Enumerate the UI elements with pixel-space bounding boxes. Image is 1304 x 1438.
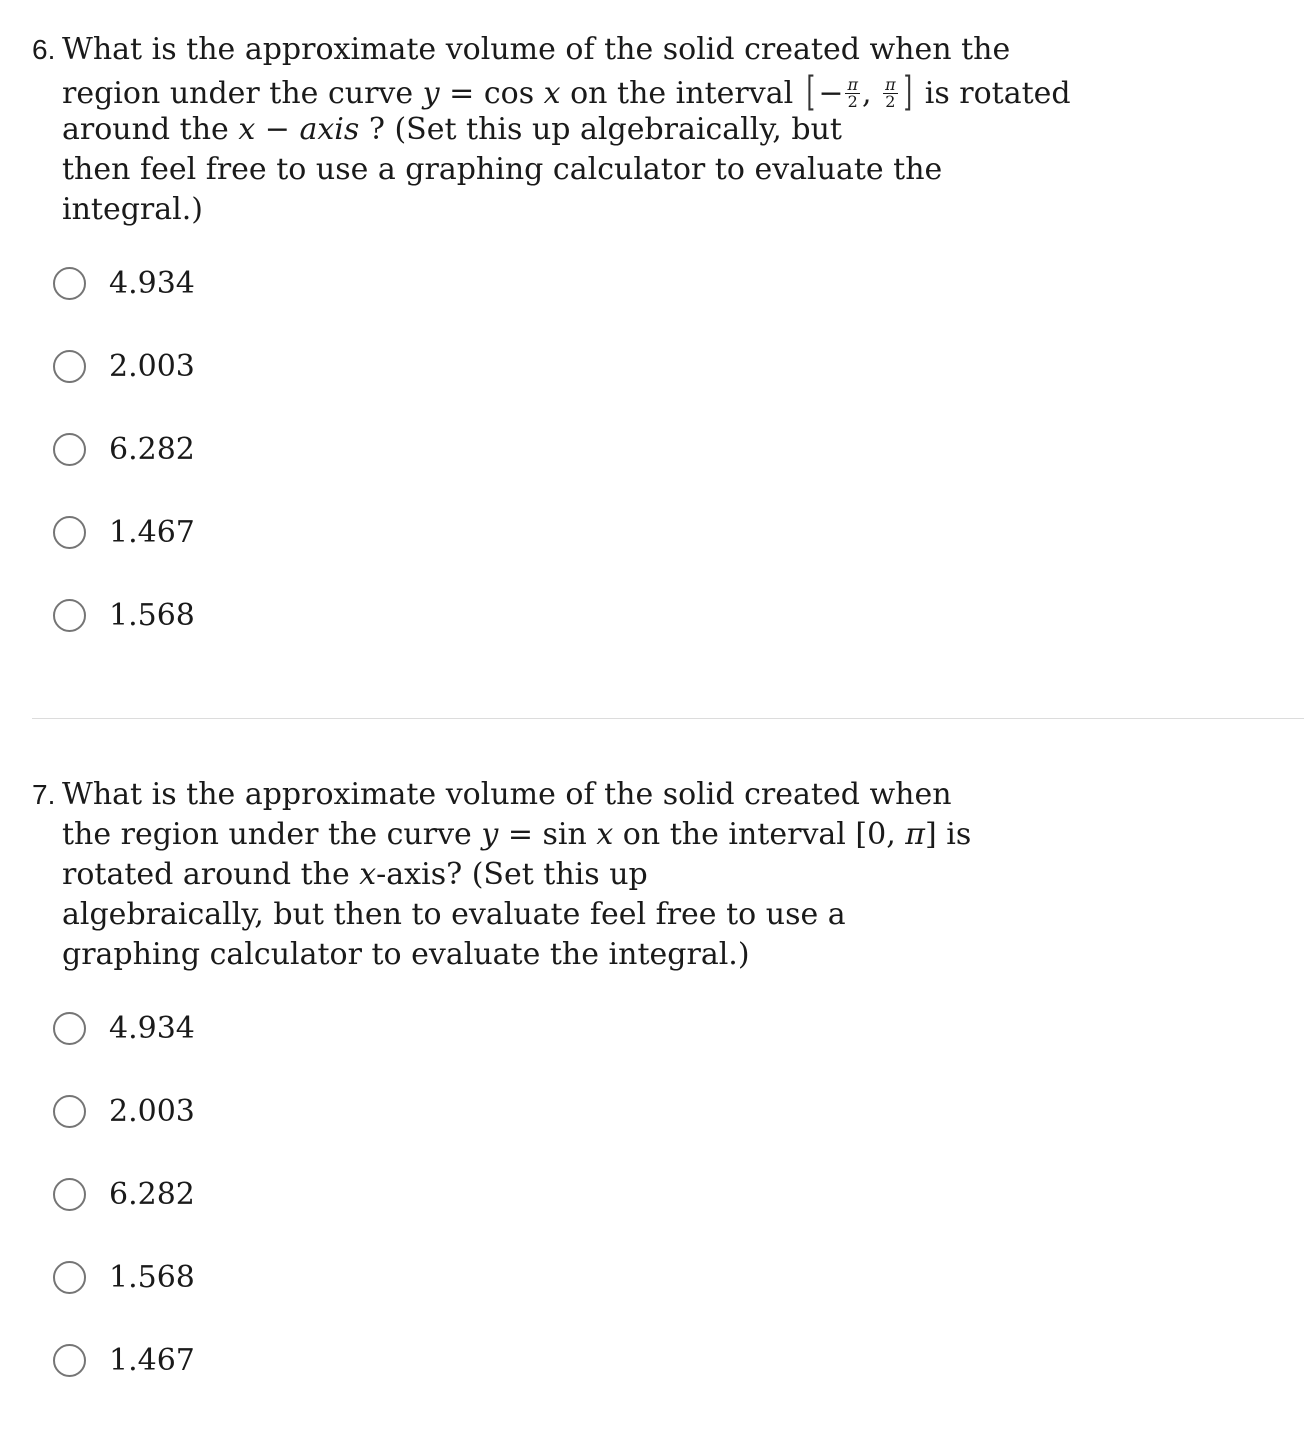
- text-segment: on the interval [0,: [613, 817, 906, 852]
- text-segment: is rotated: [915, 76, 1071, 111]
- question-line: [62, 69, 1071, 115]
- fraction-denominator: 2: [885, 91, 896, 111]
- minus-sign: −: [818, 76, 844, 111]
- radio-button[interactable]: [53, 1095, 86, 1128]
- answer-option[interactable]: [0, 1329, 1304, 1412]
- option-label[interactable]: 4.934: [109, 1011, 195, 1046]
- radio-button[interactable]: [53, 599, 86, 632]
- question-number: 7.: [32, 779, 56, 810]
- question-line: [62, 935, 1042, 975]
- math-var: y: [422, 76, 440, 111]
- text-segment: integral.): [62, 192, 203, 227]
- option-label[interactable]: 1.467: [109, 515, 195, 550]
- text-segment: = cos: [439, 76, 544, 111]
- text-segment: rotated around the: [62, 857, 360, 892]
- text-segment: What is the approximate volume of the solid created when: [62, 777, 952, 812]
- fraction-numerator: π: [885, 74, 896, 94]
- option-label[interactable]: 2.003: [109, 349, 195, 384]
- text-segment: What is the approximate volume of the solid created when the: [62, 32, 1011, 67]
- radio-button[interactable]: [53, 1178, 86, 1211]
- text-segment: around the: [62, 112, 239, 147]
- answer-option[interactable]: [0, 252, 1304, 335]
- answer-option[interactable]: [0, 335, 1304, 418]
- question-line: [62, 110, 1042, 150]
- question-line: [62, 150, 1042, 190]
- math-var: x: [238, 112, 256, 147]
- option-label[interactable]: 1.568: [109, 598, 195, 633]
- option-label[interactable]: 4.934: [109, 266, 195, 301]
- answer-options: [0, 997, 1304, 1412]
- open-bracket: [: [806, 69, 815, 115]
- option-label[interactable]: 6.282: [109, 432, 195, 467]
- question-6: [0, 30, 1304, 667]
- answer-option[interactable]: [0, 997, 1304, 1080]
- option-label[interactable]: 2.003: [109, 1094, 195, 1129]
- text-segment: then feel free to use a graphing calculator to evaluate the: [62, 152, 943, 187]
- text-segment: algebraically, but then to evaluate feel free to use a: [62, 897, 846, 932]
- question-line: [62, 190, 1042, 230]
- question-line: [62, 855, 1042, 895]
- radio-button[interactable]: [53, 350, 86, 383]
- fraction-denominator: 2: [847, 91, 858, 111]
- math-var: axis: [299, 112, 360, 147]
- question-number: 6.: [32, 34, 56, 65]
- answer-option[interactable]: [0, 1080, 1304, 1163]
- answer-option[interactable]: [0, 1246, 1304, 1329]
- question-divider: [32, 718, 1304, 719]
- math-var: x: [543, 76, 561, 111]
- answer-options: [0, 252, 1304, 667]
- radio-button[interactable]: [53, 267, 86, 300]
- math-var: π: [905, 817, 926, 852]
- fraction-pi-over-2: [845, 74, 860, 111]
- question-7: [0, 775, 1304, 1412]
- text-segment: on the interval: [560, 76, 803, 111]
- option-label[interactable]: 1.568: [109, 1260, 195, 1295]
- question-line: [62, 895, 1042, 935]
- option-label[interactable]: 1.467: [109, 1343, 195, 1378]
- answer-option[interactable]: [0, 501, 1304, 584]
- question-6-text: [32, 30, 1071, 230]
- radio-button[interactable]: [53, 433, 86, 466]
- option-label[interactable]: 6.282: [109, 1177, 195, 1212]
- answer-option[interactable]: [0, 1163, 1304, 1246]
- text-segment: region under the curve: [62, 76, 423, 111]
- text-segment: ? (Set this up algebraically, but: [359, 112, 842, 147]
- question-line: [62, 775, 1042, 815]
- text-segment: −: [255, 112, 300, 147]
- question-7-text: [32, 775, 1042, 975]
- text-segment: graphing calculator to evaluate the integral.): [62, 937, 750, 972]
- fraction-numerator: π: [847, 74, 858, 94]
- question-line: [62, 815, 1042, 855]
- text-segment: -axis? (Set this up: [376, 857, 648, 892]
- answer-option[interactable]: [0, 418, 1304, 501]
- text-segment: ,: [861, 76, 882, 111]
- answer-option[interactable]: [0, 584, 1304, 667]
- fraction-pi-over-2: [883, 74, 898, 111]
- radio-button[interactable]: [53, 1012, 86, 1045]
- text-segment: ] is: [925, 817, 972, 852]
- radio-button[interactable]: [53, 1261, 86, 1294]
- radio-button[interactable]: [53, 1344, 86, 1377]
- close-bracket: ]: [903, 69, 912, 115]
- text-segment: the region under the curve: [62, 817, 482, 852]
- math-var: x: [596, 817, 614, 852]
- math-var: y: [481, 817, 499, 852]
- text-segment: = sin: [498, 817, 597, 852]
- radio-button[interactable]: [53, 516, 86, 549]
- question-line: [62, 30, 1042, 70]
- math-var: x: [359, 857, 377, 892]
